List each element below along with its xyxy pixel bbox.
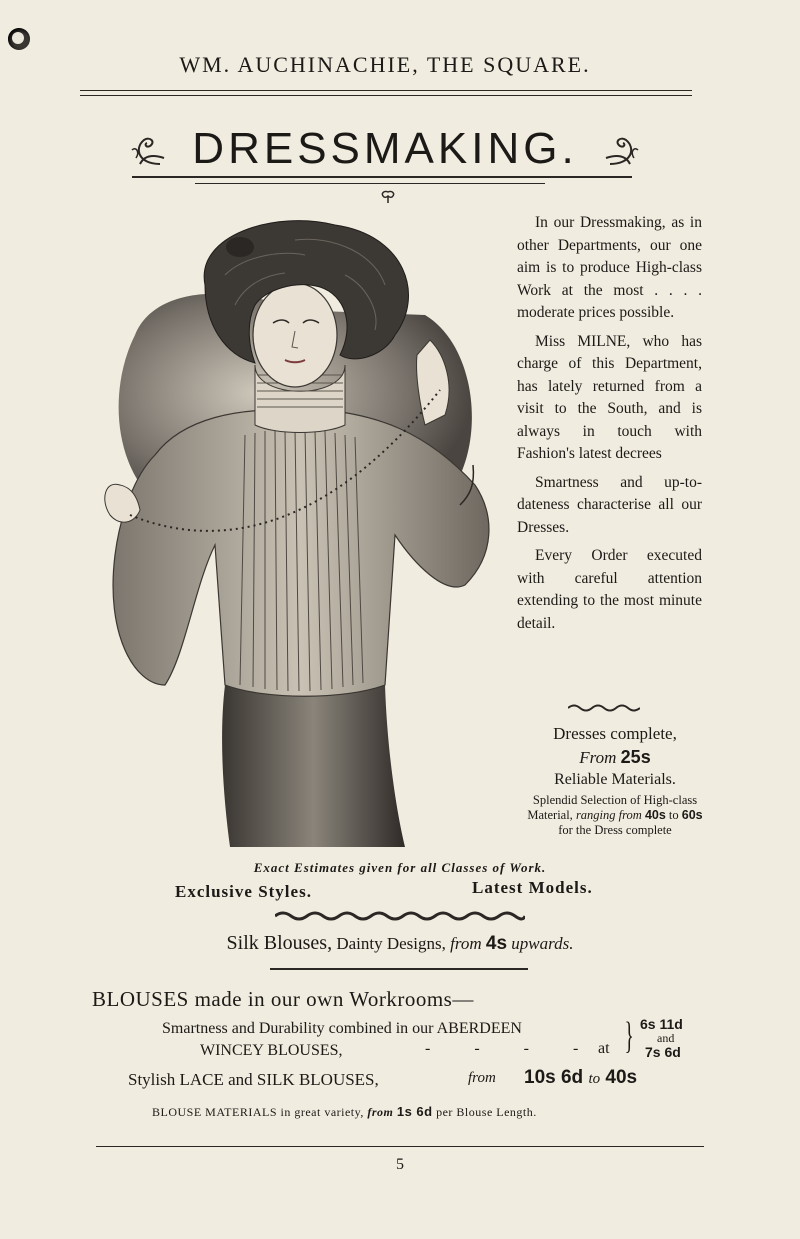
leader-dashes: - - - - [425,1040,599,1057]
title-underline [195,183,545,184]
right-flourish-icon [600,128,640,168]
at-label: at [598,1040,610,1057]
dresses-complete: Dresses complete, [553,724,677,743]
wavy-divider-icon [568,703,640,713]
dressmaking-description [517,212,702,641]
title-row [130,122,640,178]
blouse-materials-line: BLOUSE MATERIALS in great variety, from 1s 6d per Blouse Length. [152,1104,537,1119]
brace-icon: } [624,1015,634,1057]
small-ornament-icon [378,190,398,204]
section-rule [270,968,528,970]
lace-silk-line: Stylish LACE and SILK BLOUSES, from 10s 6d to 40s [128,1067,638,1089]
aberdeen-line: Smartness and Durability combined in our ABERDEEN [162,1020,522,1037]
title-rule [132,176,632,178]
illustration-woman-blouse [95,215,505,855]
header-rule [80,90,692,96]
estimates-line: Exact Estimates given for all Classes of Work. [253,860,547,875]
description-paragraph: Smartness and up-to-dateness characterise all our Dresses. [517,473,702,536]
wincey-price-low: 7s 6d [645,1044,681,1060]
page-title: DRESSMAKING. [192,124,578,173]
lace-silk-price: 10s 6d to 40s [524,1067,638,1088]
store-header: WM. AUCHINACHIE, THE SQUARE. [179,52,591,77]
dress-from-price: From 25s [579,747,651,767]
exclusive-styles: Exclusive Styles. [175,882,312,901]
wincey-line: WINCEY BLOUSES, [200,1042,343,1059]
description-paragraph: Every Order executed with careful attention extending to the most minute detail. [517,547,702,632]
description-paragraph: In our Dressmaking, as in other Departments, our one aim is to produce High-class Work at the most . . . . moderate prices possible. [517,214,702,321]
blouses-heading: BLOUSES made in our own Workrooms— [92,987,474,1011]
wincey-price-high: 6s 11d [640,1016,683,1032]
reliable-materials: Reliable Materials. [554,771,676,788]
left-flourish-icon [130,128,170,168]
silk-price: 4s [485,933,508,954]
footer-rule [96,1146,704,1147]
wavy-divider-icon [275,910,525,922]
punch-hole [8,28,30,50]
dress-price: 25s [620,747,651,767]
latest-models: Latest Models. [472,878,593,897]
material-selection: Splendid Selection of High-class Material, ranging from 40s to 60s for the Dress complete [527,793,703,837]
and-label: and [657,1031,675,1045]
silk-blouses-line: Silk Blouses, Dainty Designs, from 4s upwards. [226,932,574,954]
description-paragraph: Miss MILNE, who has charge of this Department, has lately returned from a visit to the South, and is always in touch with Fashion's latest decrees [517,332,702,462]
page-number: 5 [396,1156,404,1173]
dress-price-block [520,722,710,838]
